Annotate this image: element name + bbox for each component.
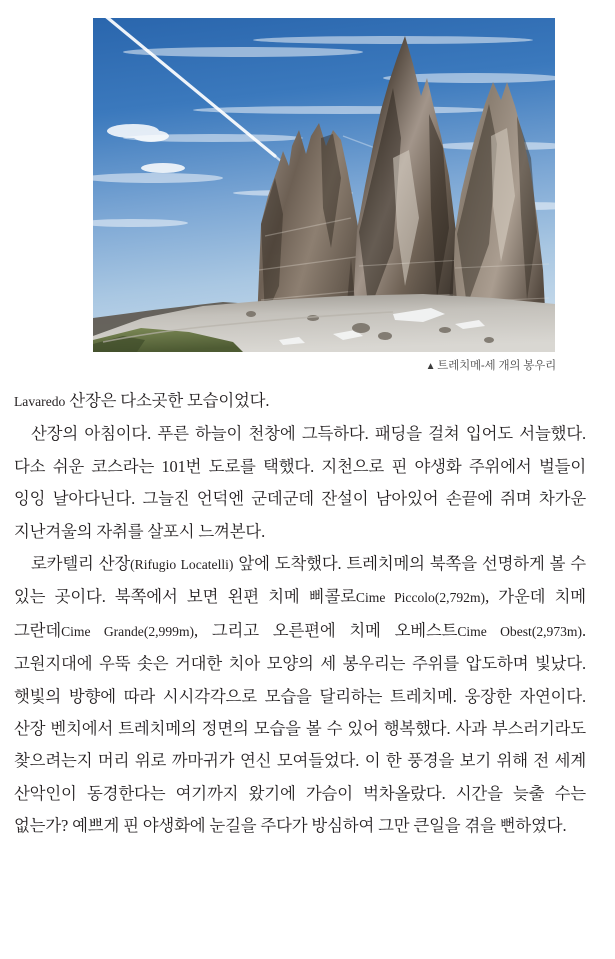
paragraph-3 bbox=[14, 548, 586, 843]
figure-caption bbox=[0, 357, 556, 373]
hangul-run: 산장의 아침이다. 푸른 하늘이 천창에 그득하다. 패딩을 걸쳐 입어도 서늘했다. 다소 쉬운 코스라는 101번 도로를 택했다. 지천으로 핀 야생화 주위에서 벌들이 잉잉 날아다닌다. 그늘진 언덕엔 군데군데 잔설이 남아있어 손끝에 쥐며 차가운 지난겨울의 자취를 살포시 느껴본다. bbox=[14, 424, 586, 541]
paragraph-2 bbox=[14, 418, 586, 548]
triangle-marker-icon: ▲ bbox=[425, 361, 436, 372]
latin-run: Cime Piccolo(2,792m) bbox=[355, 590, 486, 606]
article-body bbox=[14, 385, 586, 843]
hangul-run: . 고원지대에 우뚝 솟은 거대한 치아 모양의 세 봉우리는 주위를 압도하며 빛났다. 햇빛의 방향에 따라 시시각각으로 모습을 달리하는 트레치메. 웅장한 자연이다. 산장 벤치에서 트레치메의 정면의 모습을 볼 수 있어 행복했다. 사과 부스러기라도 찾으려는지 머리 위로 까마귀가 연신 모여들었다. 이 한 풍경을 보기 위해 전 세계 산악인이 동경한다는 여기까지 왔기에 가슴이 벅차올랐다. 시간을 늦출 수는 없는가? 예쁘게 핀 야생화에 눈길을 주다가 방심하여 그만 큰일을 겪을 뻔하였다. bbox=[14, 620, 586, 836]
hangul-run: 앞에 도착했다. 트레치메의 북쪽을 선명하게 볼 수 있는 곳이다. 북쪽에서 보면 왼편 치메 삐콜로 bbox=[14, 554, 586, 607]
latin-run: (Rifugio Locatelli) bbox=[130, 557, 234, 573]
latin-run: Cime Grande(2,999m) bbox=[61, 623, 195, 639]
tre-cime-photo bbox=[93, 18, 555, 352]
latin-run: Lavaredo bbox=[14, 394, 66, 409]
latin-run: Cime Obest(2,973m) bbox=[457, 623, 583, 639]
paragraph-1 bbox=[14, 385, 586, 418]
photo-frame bbox=[93, 18, 555, 352]
hangul-run: , 가운데 치메 그란데 bbox=[14, 587, 586, 640]
hangul-run: , 그리고 오른편에 치메 오베스트 bbox=[194, 620, 458, 640]
figure-caption-text: 트레치메-세 개의 봉우리 bbox=[437, 360, 556, 372]
hangul-run: 산장은 다소곳한 모습이었다. bbox=[65, 391, 270, 410]
hangul-run: 로카텔리 산장 bbox=[31, 554, 131, 574]
